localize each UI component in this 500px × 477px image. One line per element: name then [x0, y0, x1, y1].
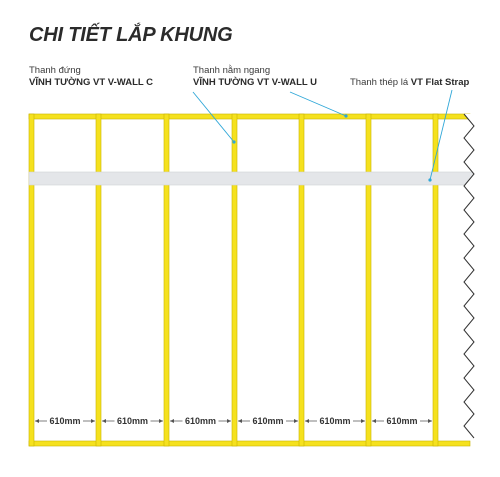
stud-6	[366, 114, 371, 446]
track-label-line2: VĨNH TƯỜNG VT V-WALL U	[193, 77, 318, 88]
track-leader	[290, 92, 346, 116]
dim-arrow	[227, 419, 231, 423]
dim-label: 610mm	[116, 416, 149, 426]
stud-5	[299, 114, 304, 446]
stud-label-line1: Thanh đứng	[29, 65, 81, 76]
dim-arrow	[294, 419, 298, 423]
strap-leader-dot	[428, 178, 431, 181]
wall-frame	[29, 114, 500, 446]
dim-label: 610mm	[386, 416, 418, 426]
stud-leader-dot	[232, 140, 235, 143]
dim-arrow	[159, 419, 163, 423]
dim-arrow	[102, 419, 106, 423]
dim-arrow	[372, 419, 376, 423]
strap-label-prefix: Thanh thép lá	[350, 77, 411, 88]
top-track	[29, 114, 470, 119]
dim-arrow	[238, 419, 242, 423]
track-leader-dot	[344, 114, 347, 117]
dim-arrow	[428, 419, 432, 423]
track-label-line1: Thanh nằm ngang	[193, 65, 271, 76]
dim-label: 610mm	[252, 416, 284, 426]
stud-4	[232, 114, 237, 446]
dim-arrow	[305, 419, 309, 423]
stud-label-line2: VĨNH TƯỜNG VT V-WALL C	[29, 77, 154, 88]
stud-3	[164, 114, 169, 446]
stud-2	[96, 114, 101, 446]
dim-arrow	[170, 419, 174, 423]
dim-label: 610mm	[319, 416, 351, 426]
flat-strap	[29, 172, 476, 185]
page-title: CHI TIẾT LẮP KHUNG	[29, 24, 233, 46]
dim-arrow	[35, 419, 39, 423]
dim-label: 610mm	[49, 416, 81, 426]
dim-arrow	[91, 419, 95, 423]
bottom-track	[29, 441, 470, 446]
dim-label: 610mm	[184, 416, 217, 426]
stud-1	[29, 114, 34, 446]
dim-arrow	[361, 419, 365, 423]
strap-label-bold: VT Flat Strap	[410, 77, 470, 88]
